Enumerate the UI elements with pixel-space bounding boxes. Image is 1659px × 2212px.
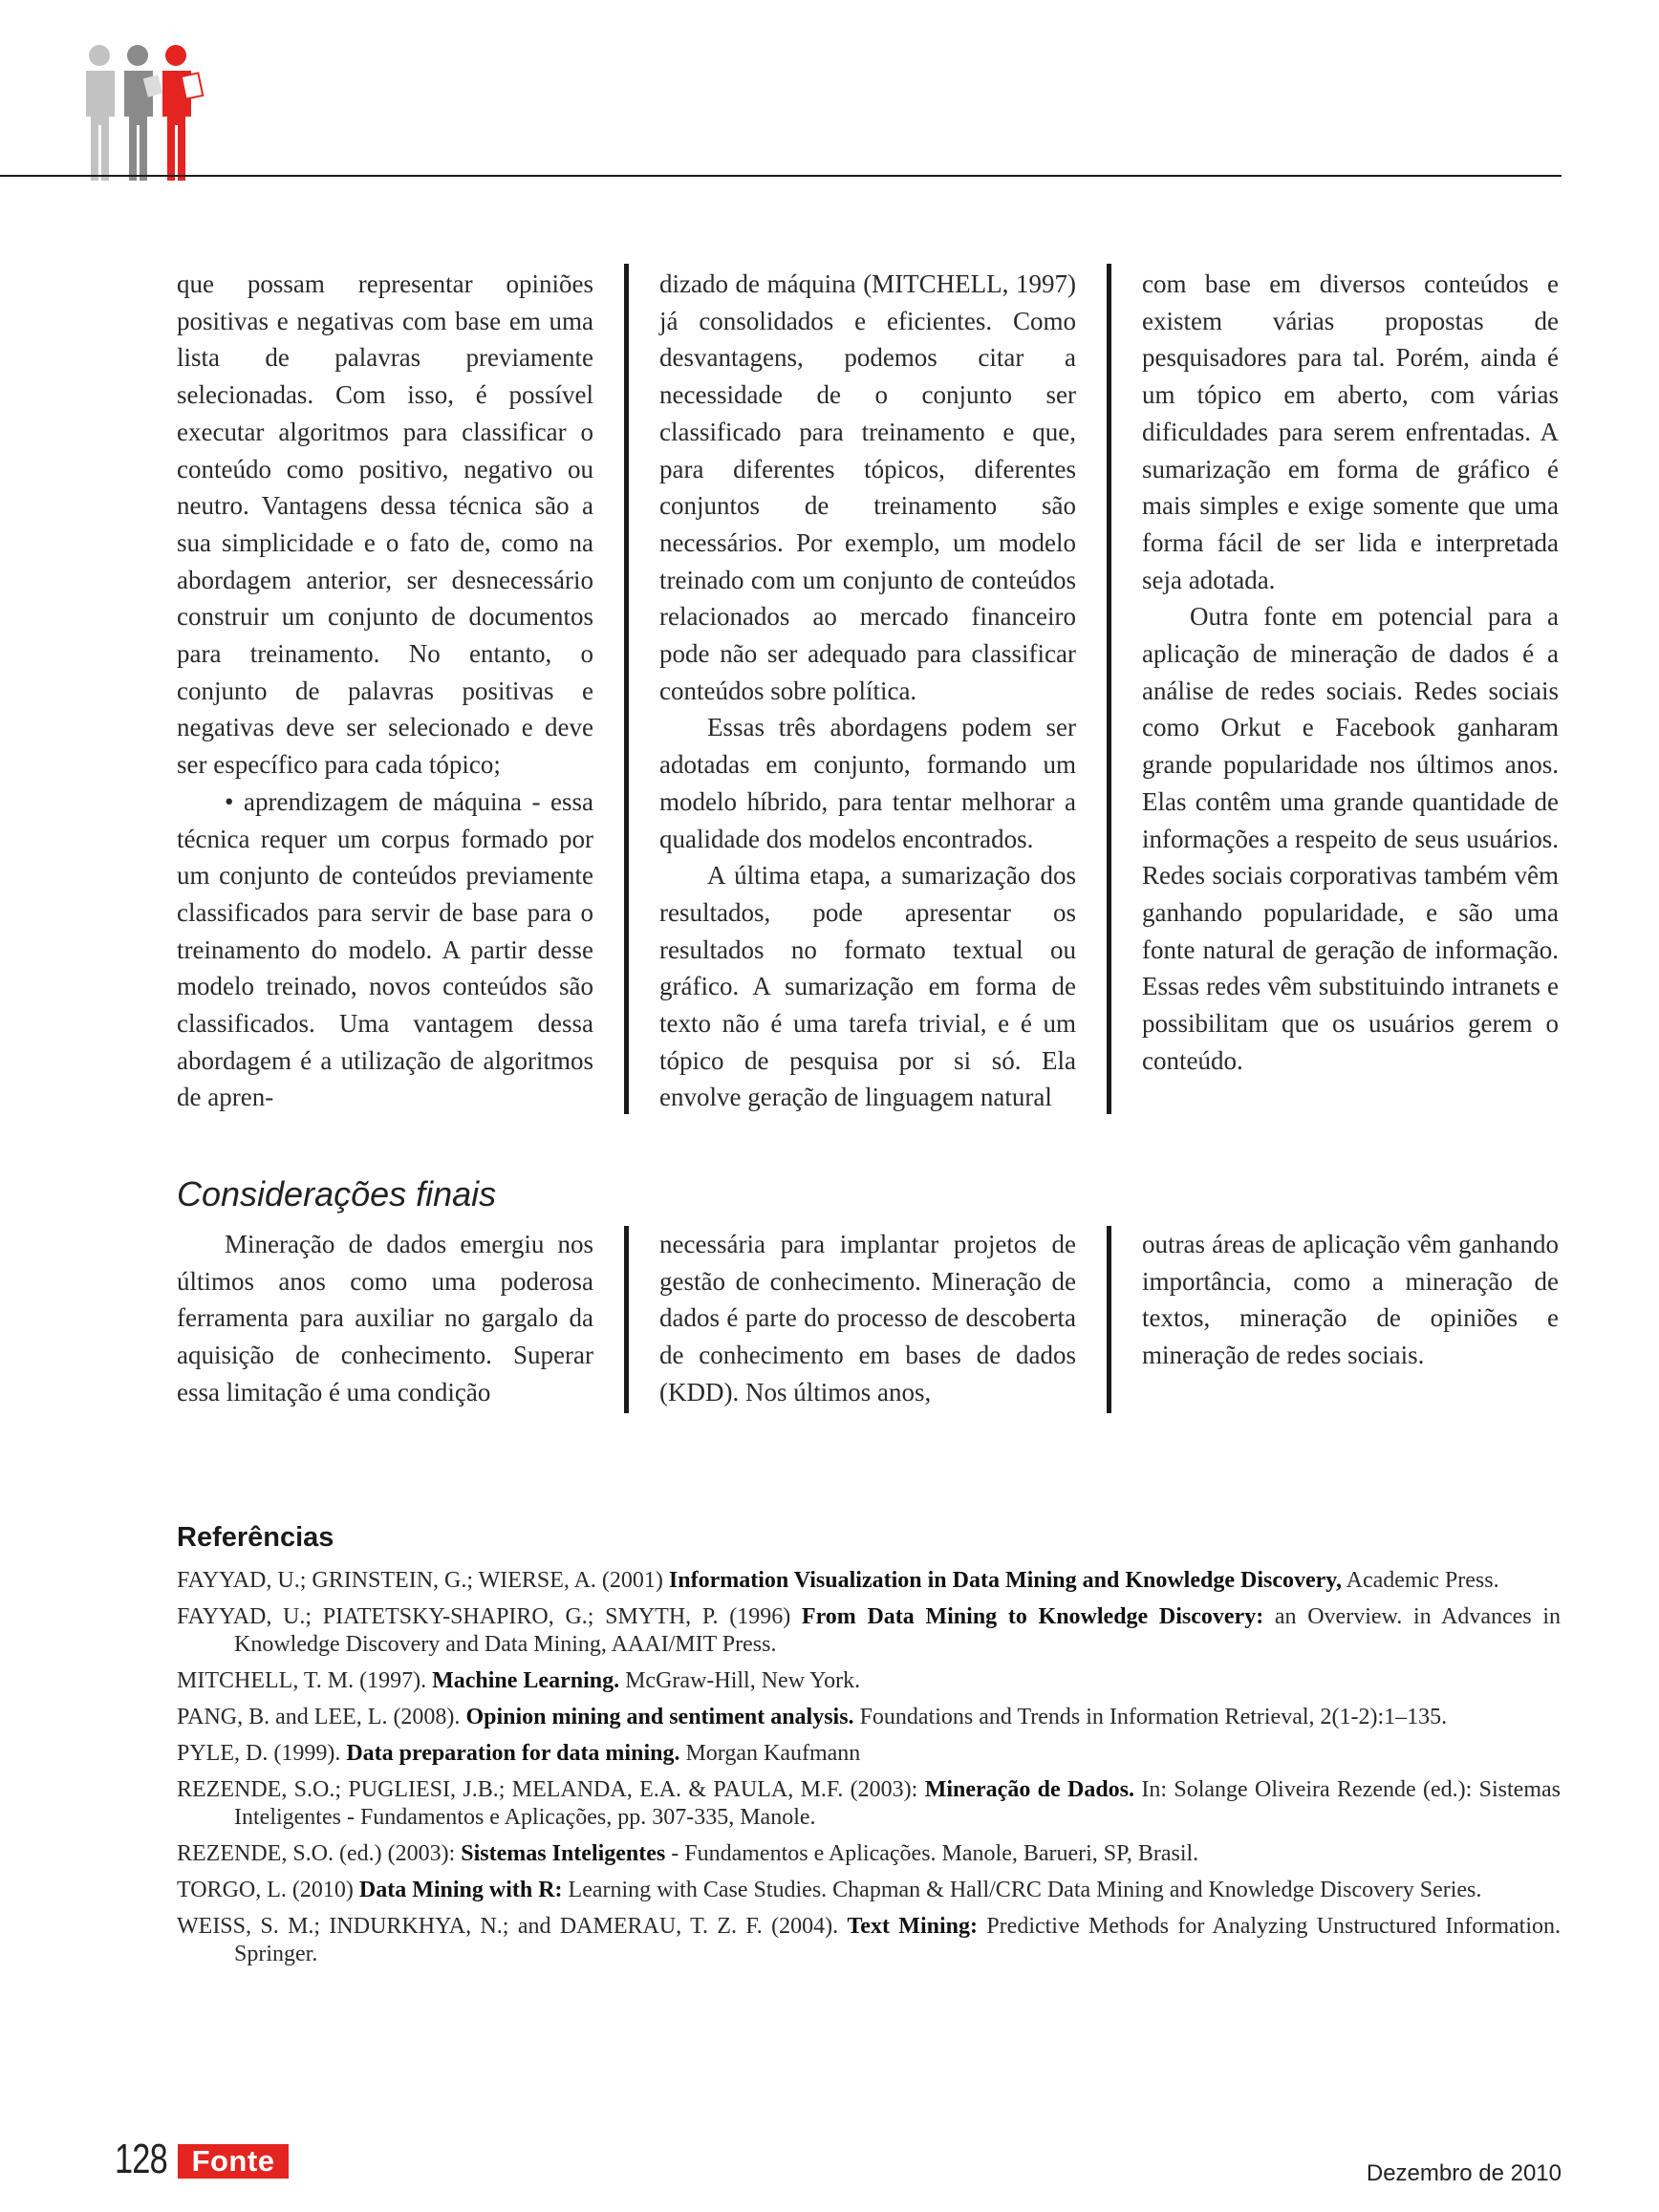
reference-item: REZENDE, S.O.; PUGLIESI, J.B.; MELANDA, E.A. & PAULA, M.F. (2003): Mineração de Dados. In: Solange Oliveira Rezende (ed.): Sistemas Inteligentes - Fundamentos e Aplicações, pp. 307-335, Manole.	[177, 1777, 1561, 1830]
reference-item: MITCHELL, T. M. (1997). Machine Learning. McGraw-Hill, New York.	[177, 1668, 861, 1693]
section-heading: Considerações finais	[177, 1174, 497, 1213]
column-1-top	[177, 266, 593, 1116]
magazine-logo: Fonte	[178, 2144, 289, 2179]
reference-item: REZENDE, S.O. (ed.) (2003): Sistemas Inteligentes - Fundamentos e Aplicações. Manole, Barueri, SP, Brasil.	[177, 1841, 1199, 1866]
paragraph: Mineração de dados emergiu nos últimos anos como uma poderosa ferramenta para auxiliar no gargalo da aquisição de conhecimento. Superar essa limitação é uma condição	[177, 1230, 593, 1407]
column-divider	[624, 264, 629, 1114]
column-divider	[624, 1226, 629, 1413]
reference-item: WEISS, S. M.; INDURKHYA, N.; and DAMERAU, T. Z. F. (2004). Text Mining: Predictive Methods for Analyzing Unstructured Information. Springer.	[177, 1914, 1561, 1966]
reference-item: FAYYAD, U.; PIATETSKY-SHAPIRO, G.; SMYTH, P. (1996) From Data Mining to Knowledge Discovery: an Overview. in Advances in Knowledge Discovery and Data Mining, AAAI/MIT Press.	[177, 1604, 1561, 1657]
column-2-bottom	[659, 1226, 1076, 1411]
column-2-top	[659, 266, 1076, 1116]
paragraph: necessária para implantar projetos de gestão de conhecimento. Mineração de dados é parte do processo de descoberta de conhecimento em bases de dados (KDD). Nos últimos anos,	[659, 1230, 1076, 1407]
paragraph: que possam representar opiniões positivas e negativas com base em uma lista de palavras previamente selecionadas. Com isso, é possível executar algoritmos para classificar o conteúdo como positivo, negativo ou neutro. Vantagens dessa técnica são a sua simplicidade e o fato de, como na abordagem anterior, ser desnecessário construir um conjunto de documentos para treinamento. No entanto, o conjunto de palavras positivas e negativas deve ser selecionado e deve ser específico para cada tópico;	[177, 269, 593, 780]
references-heading: Referências	[177, 1522, 334, 1553]
paragraph: Essas três abordagens podem ser adotadas em conjunto, formando um modelo híbrido, para tentar melhorar a qualidade dos modelos encontrados.	[659, 713, 1076, 853]
column-1-bottom	[177, 1226, 593, 1411]
paragraph: Outra fonte em potencial para a aplicação de mineração de dados é a análise de redes sociais. Redes sociais como Orkut e Facebook ganharam grande popularidade nos últimos anos. Elas contêm uma grande quantidade de informações a respeito de seus usuários. Redes sociais corporativas também vêm ganhando popularidade, e são uma fonte natural de geração de informação. Essas redes vêm substituindo intranets e possibilitam que os usuários gerem o conteúdo.	[1142, 602, 1559, 1075]
reference-item: FAYYAD, U.; GRINSTEIN, G.; WIERSE, A. (2001) Information Visualization in Data Mining and Knowledge Discovery, Academic Press.	[177, 1568, 1499, 1593]
column-divider	[1107, 264, 1111, 1114]
paragraph: A última etapa, a sumarização dos resultados, pode apresentar os resultados no formato textual ou gráfico. A sumarização em forma de texto não é uma tarefa trivial, e é um tópico de pesquisa por si só. Ela envolve geração de linguagem natural	[659, 861, 1076, 1112]
column-3-top	[1142, 266, 1559, 1079]
references-section	[177, 1519, 1561, 1977]
paragraph: outras áreas de aplicação vêm ganhando importância, como a mineração de textos, mineração de opiniões e mineração de redes sociais.	[1142, 1230, 1559, 1370]
page-number: 128	[115, 2136, 167, 2182]
people-figures-icon	[78, 42, 222, 181]
reference-item: PYLE, D. (1999). Data preparation for data mining. Morgan Kaufmann	[177, 1741, 861, 1766]
paragraph: dizado de máquina (MITCHELL, 1997) já consolidados e eficientes. Como desvantagens, podemos citar a necessidade de o conjunto ser classificado para treinamento e que, para diferentes tópicos, diferentes conjuntos de treinamento são necessários. Por exemplo, um modelo treinado com um conjunto de conteúdos relacionados ao mercado financeiro pode não ser adequado para classificar conteúdos sobre política.	[659, 269, 1076, 705]
reference-item: TORGO, L. (2010) Data Mining with R: Learning with Case Studies. Chapman & Hall/CRC Data Mining and Knowledge Discovery Series.	[177, 1878, 1482, 1902]
column-divider	[1107, 1226, 1111, 1413]
column-3-bottom	[1142, 1226, 1559, 1374]
reference-item: PANG, B. and LEE, L. (2008). Opinion mining and sentiment analysis. Foundations and Trends in Information Retrieval, 2(1-2):1–135.	[177, 1705, 1448, 1729]
bullet-paragraph: • aprendizagem de máquina - essa técnica requer um corpus formado por um conjunto de conteúdos previamente classificados para servir de base para o treinamento do modelo. A partir desse modelo treinado, novos conteúdos são classificados. Uma vantagem dessa abordagem é a utilização de algoritmos de apren-	[177, 786, 593, 1112]
paragraph: com base em diversos conteúdos e existem várias propostas de pesquisadores para tal. Porém, ainda é um tópico em aberto, com várias dificuldades para serem enfrentadas. A sumarização em forma de gráfico é mais simples e exige somente que uma forma fácil de ser lida e interpretada seja adotada.	[1142, 269, 1559, 594]
header-rule	[0, 175, 1562, 177]
issue-date: Dezembro de 2010	[1366, 2160, 1562, 2186]
